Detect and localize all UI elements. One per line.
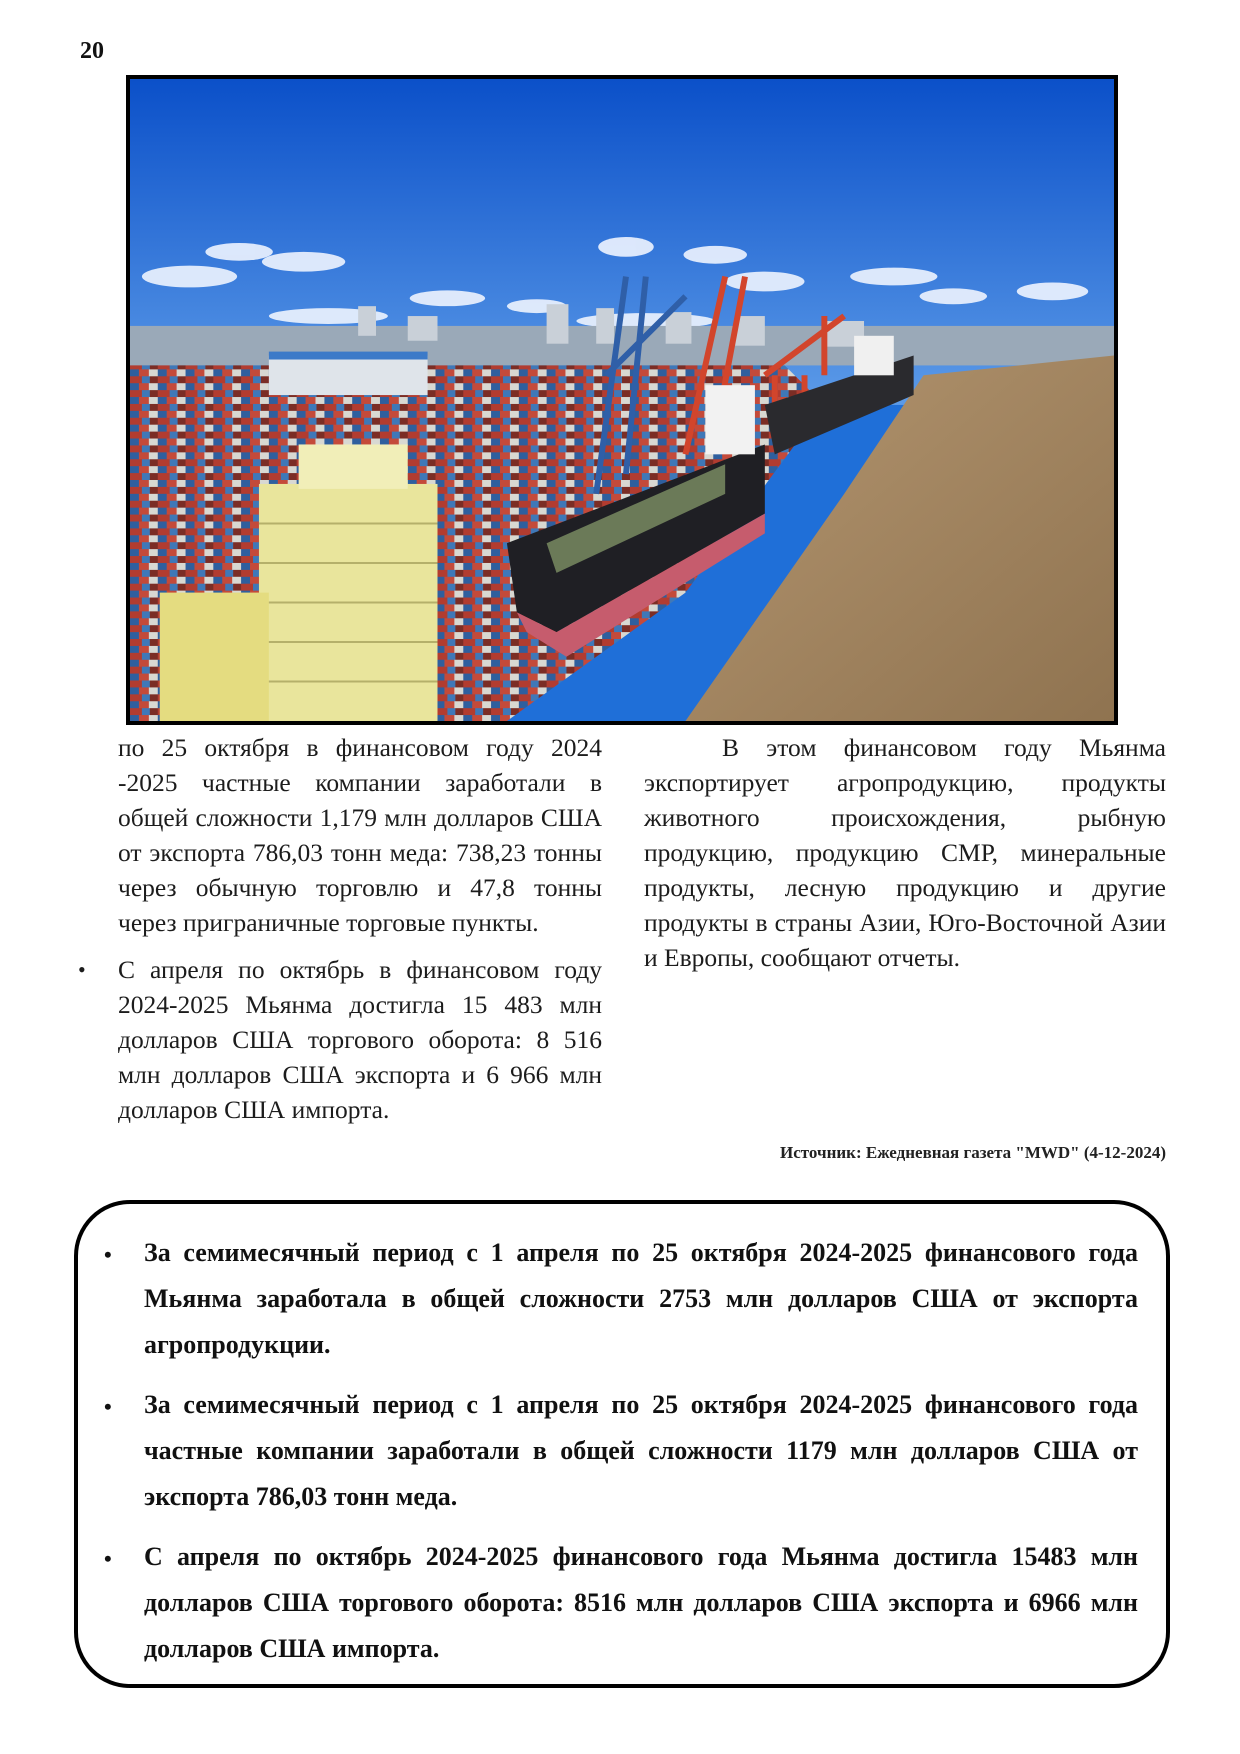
summary-item <box>104 1230 1138 1368</box>
left-column-continuation: по 25 октября в финансовом году 2024 -2025 частные компании заработали в общей сложности 1,179 млн долларов США от экспорта 786,03 тонн меда: 738,23 тонны через обычную торговлю и 47,8 тонны через приграничные торговые пункты. <box>118 733 602 937</box>
bullet-icon: • <box>104 1546 112 1571</box>
summary-item <box>104 1534 1138 1672</box>
left-column-bullet-item <box>78 952 602 1127</box>
bullet-icon: • <box>104 1242 112 1267</box>
right-column <box>644 730 1166 975</box>
summary-item-text: С апреля по октябрь 2024-2025 финансового года Мьянма достигла 15483 млн долларов США торгового оборота: 8516 млн долларов США экспорта и 6966 млн долларов США импорта. <box>144 1542 1138 1663</box>
bullet-icon: • <box>104 1394 112 1419</box>
left-column-bullet-text: С апреля по октябрь в финансовом году 2024-2025 Мьянма достигла 15 483 млн долларов США торгового оборота: 8 516 млн долларов США экспорта и 6 966 млн долларов США импорта. <box>118 955 602 1124</box>
right-column-paragraph: В этом финансовом году Мьянма экспортирует агропродукцию, продукты животного происхождения, рыбную продукцию, продукцию СМР, минеральные продукты, лесную продукцию и другие продукты в страны Азии, Юго-Восточной Азии и Европы, сообщают отчеты. <box>644 733 1166 972</box>
page-number: 20 <box>80 38 104 64</box>
left-column <box>78 730 602 1127</box>
port-illustration <box>130 79 1114 721</box>
bullet-icon: • <box>78 957 86 982</box>
summary-box <box>74 1200 1170 1688</box>
source-citation: Источник: Ежедневная газета "MWD" (4-12-2024) <box>780 1143 1166 1162</box>
summary-item-text: За семимесячный период с 1 апреля по 25 октября 2024-2025 финансового года частные компании заработали в общей сложности 1179 млн долларов США от экспорта 786,03 тонн меда. <box>144 1390 1138 1511</box>
summary-item-text: За семимесячный период с 1 апреля по 25 октября 2024-2025 финансового года Мьянма заработала в общей сложности 2753 млн долларов США от экспорта агропродукции. <box>144 1238 1138 1359</box>
summary-item <box>104 1382 1138 1520</box>
warehouse <box>269 356 428 396</box>
port-photo <box>126 75 1118 725</box>
